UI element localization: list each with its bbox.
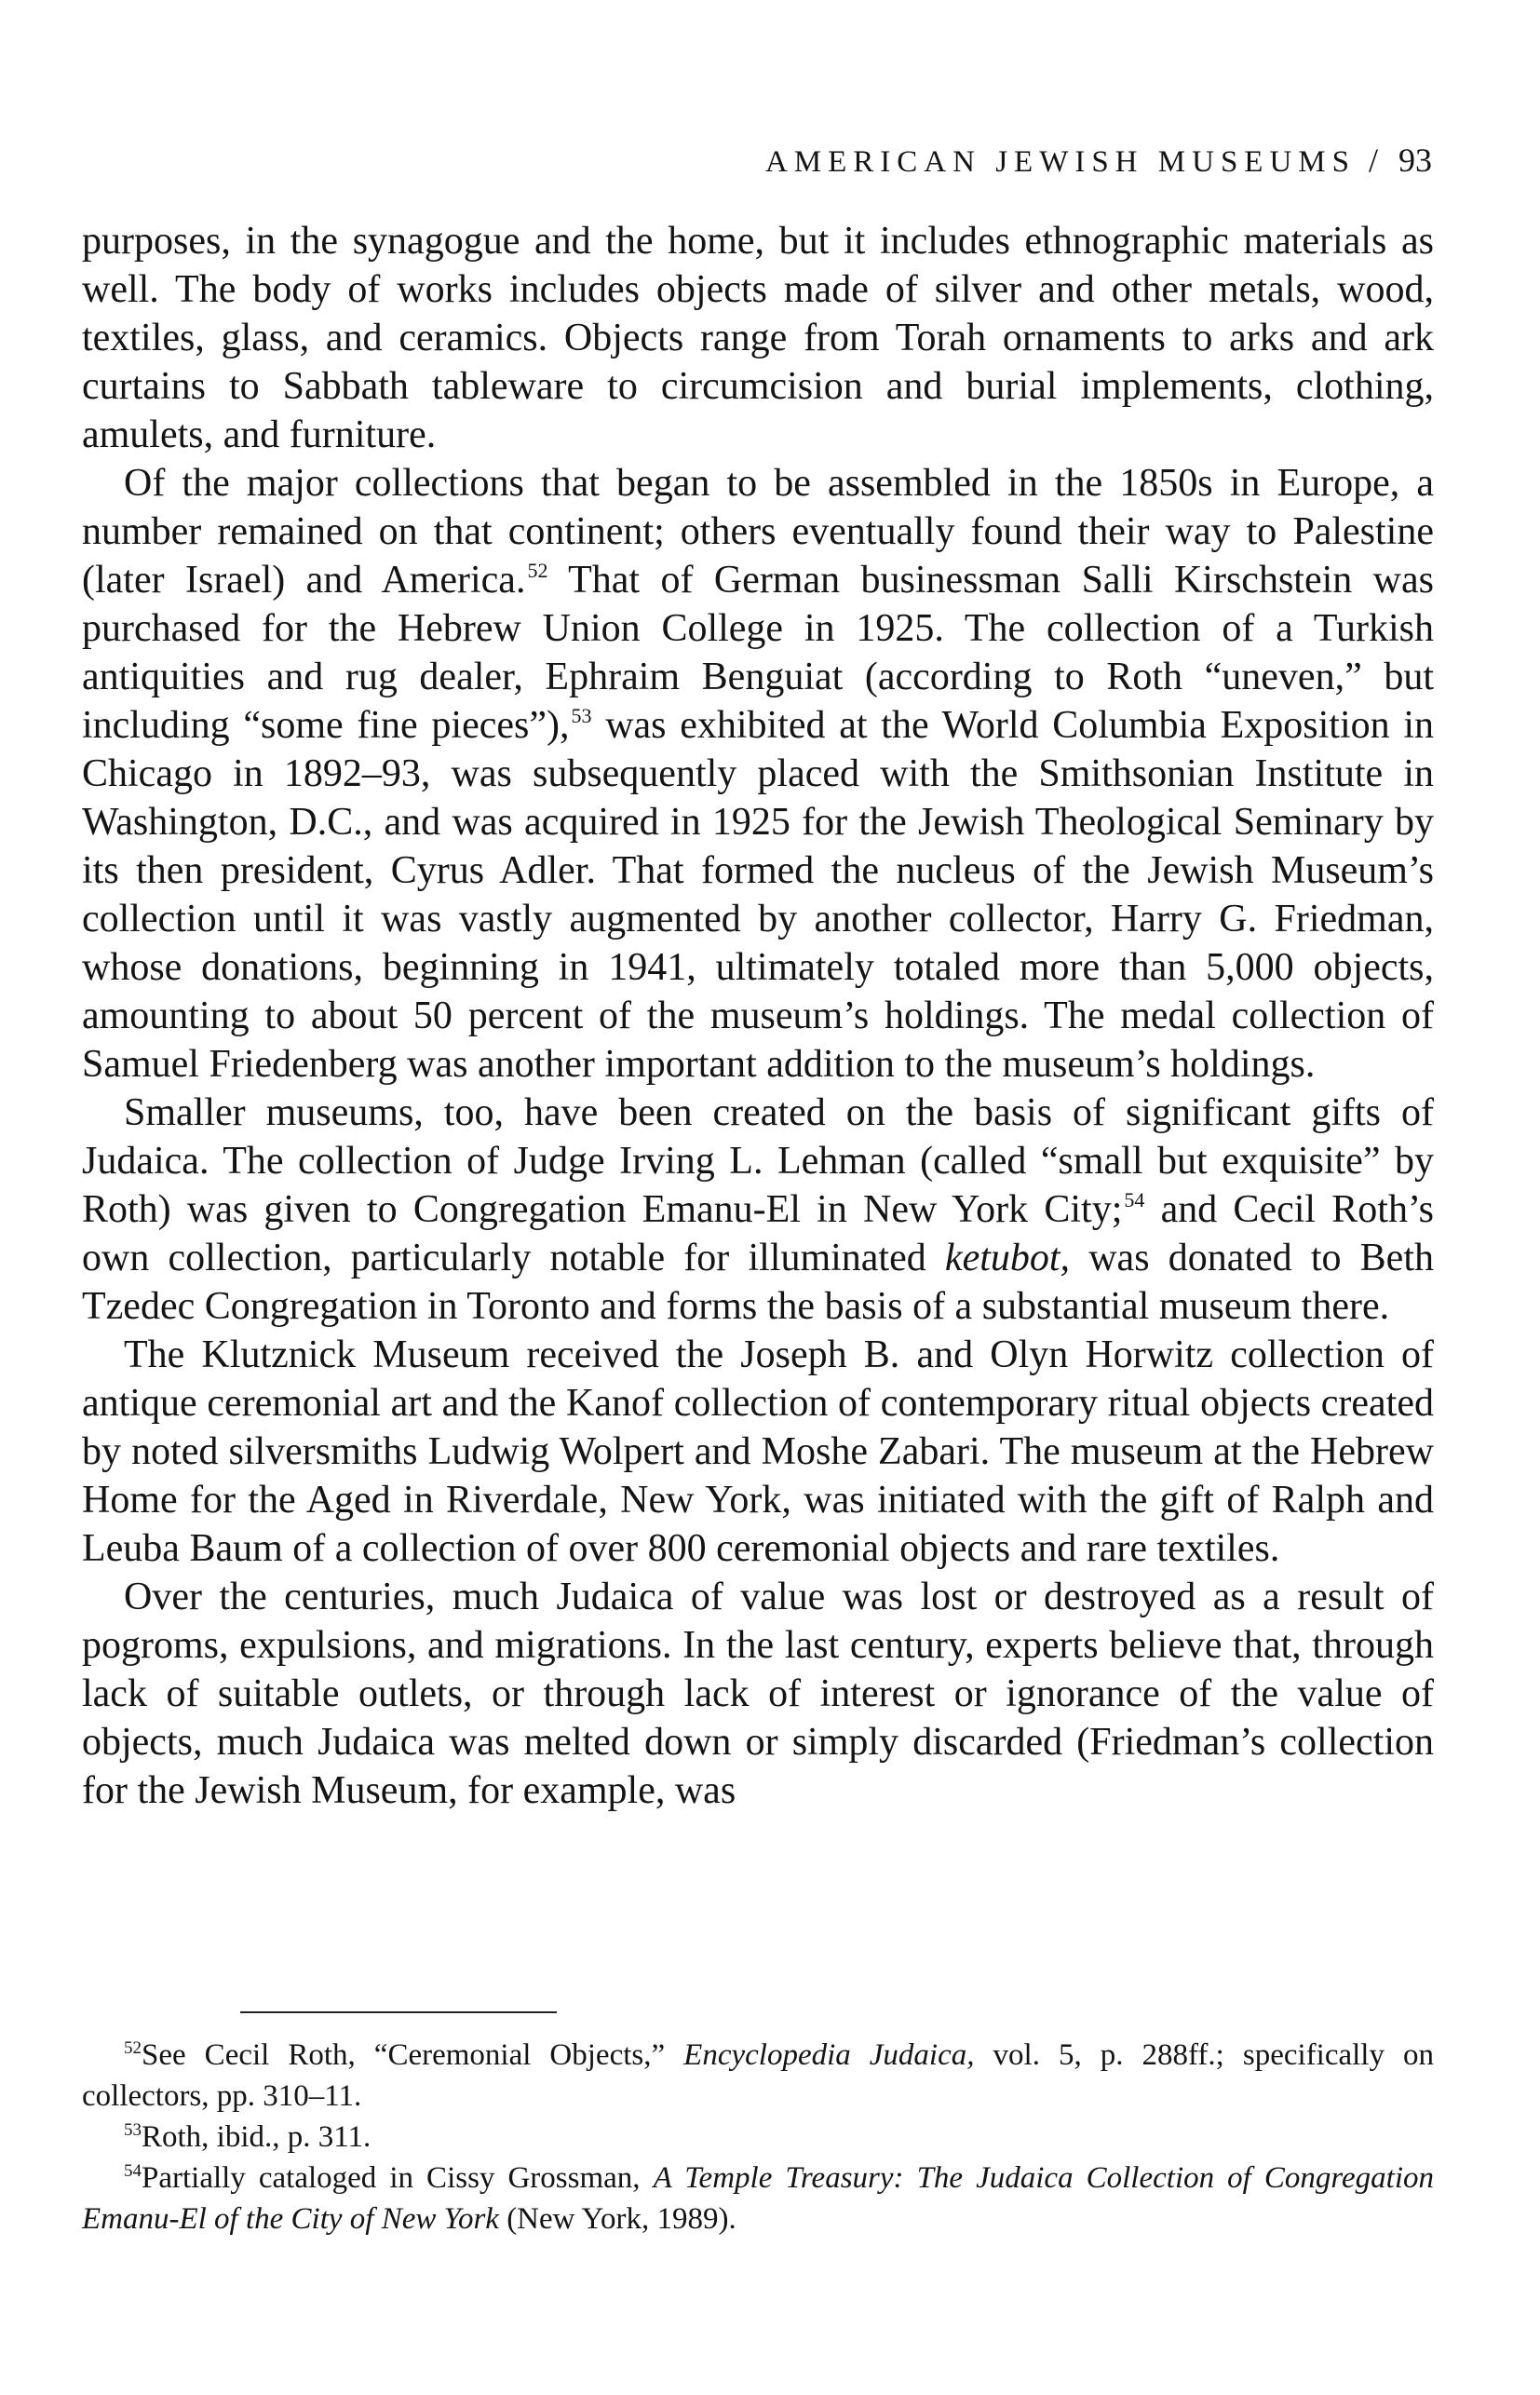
paragraph-1: [82, 217, 1434, 459]
footnote-number-52: 52: [124, 2038, 142, 2058]
paragraph-4-text: The Klutznick Museum received the Joseph B. and Olyn Horwitz collection of antique ceremonial art and the Kanof collection of contemporary ritual objects created by noted silversmiths Ludwig Wolpert and Moshe Zabari. The museum at the Hebrew Home for the Aged in Riverdale, New York, was initiated with the gift of Ralph and Leuba Baum of a collection of over 800 ceremonial objects and rare textiles.: [82, 1333, 1434, 1570]
footnote-54-italic: A Temple Treasury: The Judaica Collection of Congregation Emanu-El of the City of New York: [82, 2161, 1434, 2236]
paragraph-2-text-b: That of German businessman Salli Kirschstein was purchased for the Hebrew Union College in 1925. The collection of a Turkish antiquities and rug dealer, Ephraim Benguiat (according to Roth “uneven,” but including “some fine pieces”),: [82, 559, 1434, 747]
footnote-ref-54[interactable]: 54: [1124, 1188, 1145, 1211]
footnote-52-italic: Encyclopedia Judaica,: [683, 2038, 975, 2072]
footnote-number-54: 54: [124, 2161, 142, 2181]
paragraph-3: [82, 1089, 1434, 1331]
paragraph-3-text-a: Smaller museums, too, have been created on the basis of significant gifts of Judaica. The collection of Judge Irving L. Lehman (called “small but exquisite” by Roth) was given to Congregation Emanu-El in New York City;: [82, 1091, 1434, 1231]
running-head-separator: /: [1368, 142, 1378, 179]
paragraph-2: [82, 459, 1434, 1089]
paragraph-1-text: purposes, in the synagogue and the home, but it includes ethnographic materials as well. The body of works includes objects made of silver and other metals, wood, textiles, glass, and ceramics. Objects range from Torah ornaments to arks and ark curtains to Sabbath tableware to circumcision and burial implements, clothing, amulets, and furniture.: [82, 220, 1434, 456]
footnote-53: [82, 2117, 1434, 2158]
paragraph-5-text: Over the centuries, much Judaica of value was lost or destroyed as a result of pogroms, expulsions, and migrations. In the last century, experts believe that, through lack of suitable outlets, or through lack of interest or ignorance of the value of objects, much Judaica was melted down or simply discarded (Friedman’s collection for the Jewish Museum, for example, was: [82, 1576, 1434, 1812]
footnote-54: [82, 2158, 1434, 2239]
footnote-52-text-b: vol. 5, p. 288ff.; specifically on collectors, pp. 310–11.: [82, 2038, 1434, 2113]
paragraph-2-text-c: was exhibited at the World Columbia Exposition in Chicago in 1892–93, was subsequently placed with the Smithsonian Institute in Washington, D.C., and was acquired in 1925 for the Jewish Theological Seminary by its then president, Cyrus Adler. That formed the nucleus of the Jewish Museum’s collection until it was vastly augmented by another collector, Harry G. Friedman, whose donations, beginning in 1941, ultimately totaled more than 5,000 objects, amounting to about 50 percent of the museum’s holdings. The medal collection of Samuel Friedenberg was another important addition to the museum’s holdings.: [82, 704, 1434, 1086]
paragraph-3-italic-term: ketubot,: [944, 1237, 1071, 1279]
footnote-54-text-b: (New York, 1989).: [498, 2202, 736, 2236]
footnote-rule: [240, 2011, 557, 2013]
footnotes: [82, 2035, 1434, 2239]
running-head-title: AMERICAN JEWISH MUSEUMS: [764, 145, 1356, 179]
footnote-54-text-a: Partially cataloged in Cissy Grossman,: [142, 2161, 654, 2195]
footnote-53-text: Roth, ibid., p. 311.: [142, 2120, 371, 2154]
footnote-52: [82, 2035, 1434, 2117]
page-number: 93: [1398, 142, 1432, 179]
footnote-52-text-a: See Cecil Roth, “Ceremonial Objects,”: [142, 2038, 684, 2072]
paragraph-4: [82, 1331, 1434, 1573]
paragraph-3-text-c: was donated to Beth Tzedec Congregation in Toronto and forms the basis of a substantial museum there.: [82, 1237, 1434, 1328]
paragraph-2-text-a: Of the major collections that began to be assembled in the 1850s in Europe, a number remained on that continent; others eventually found their way to Palestine (later Israel) and America.: [82, 462, 1434, 602]
footnote-ref-52[interactable]: 52: [527, 559, 548, 582]
footnote-number-53: 53: [124, 2120, 142, 2140]
paragraph-3-text-b: and Cecil Roth’s own collection, particularly notable for illuminated: [82, 1188, 1434, 1279]
footnote-ref-53[interactable]: 53: [571, 704, 592, 727]
body-text: [82, 217, 1434, 1815]
running-head: [84, 140, 1432, 183]
paragraph-5: [82, 1573, 1434, 1815]
